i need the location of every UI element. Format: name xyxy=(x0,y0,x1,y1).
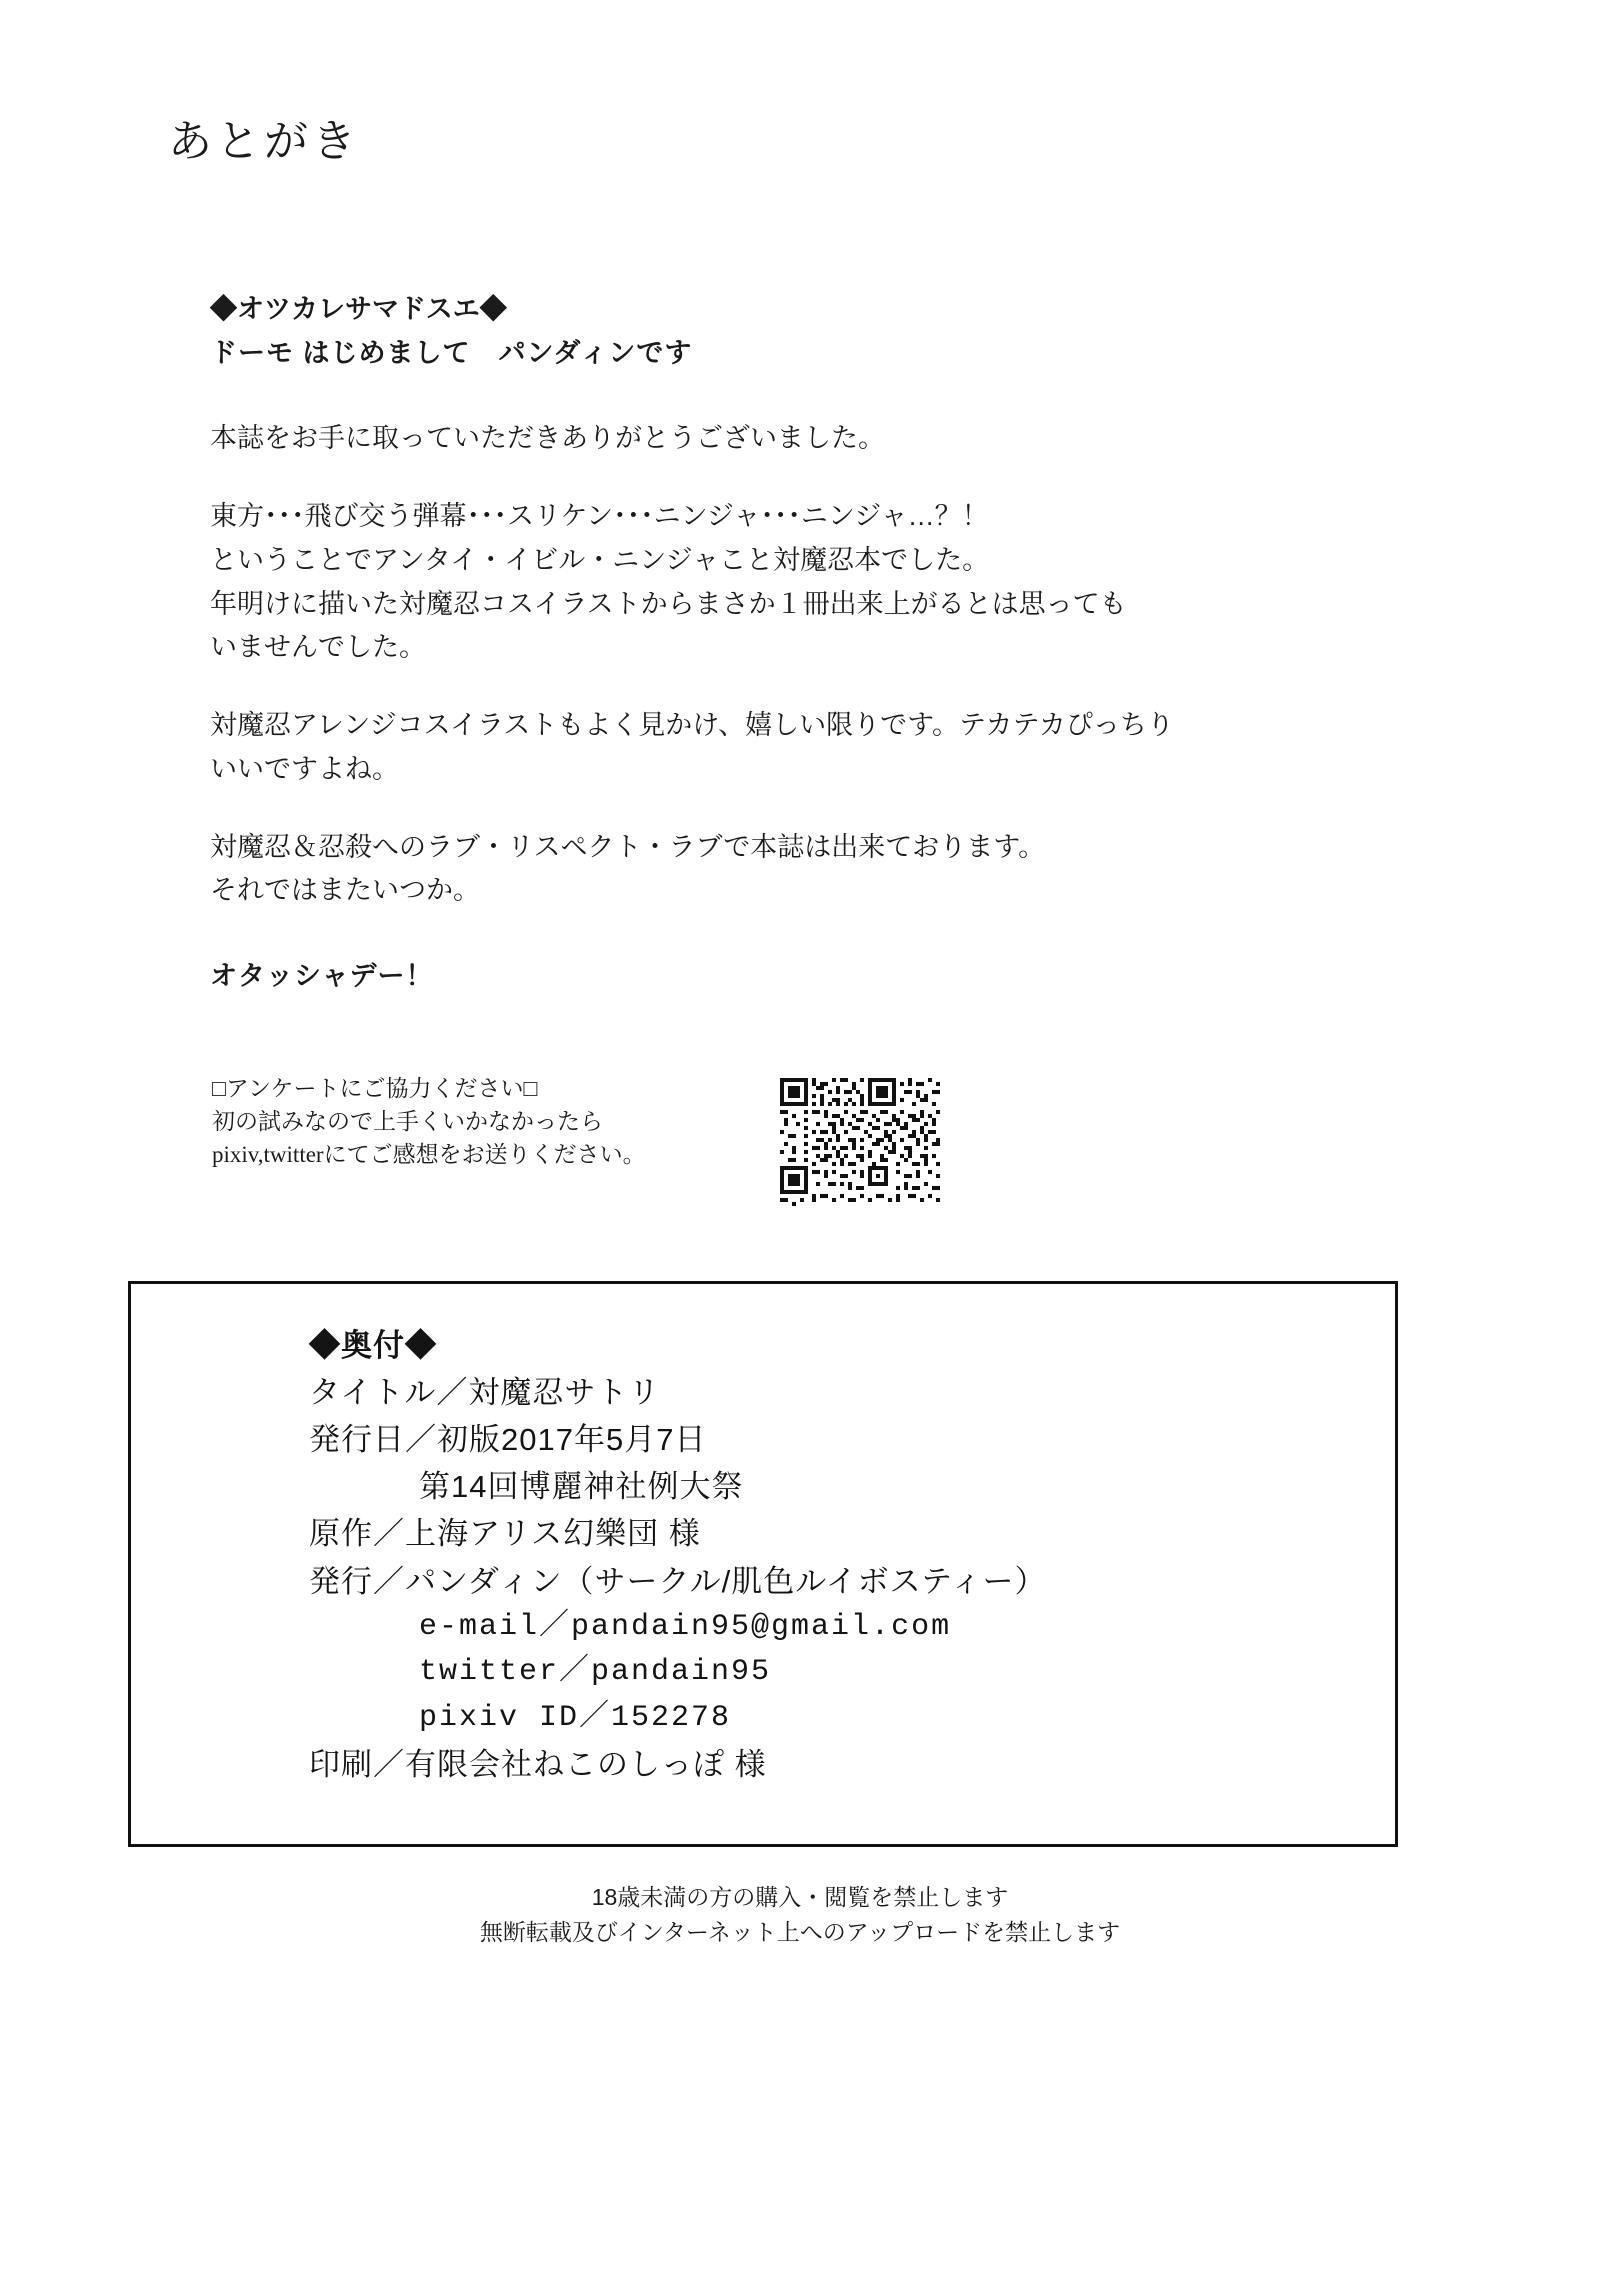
colophon-row-publish-date: 発行日／初版2017年5月7日 xyxy=(309,1422,707,1458)
survey-request xyxy=(212,1072,646,1171)
survey-line-3: pixiv,twitterにてご感想をお送りください。 xyxy=(212,1142,646,1168)
footer-reupload-prohibition: 無断転載及びインターネット上へのアップロードを禁止します xyxy=(479,1918,1121,1945)
afterword-paragraph-line-8: それではまたいつか。 xyxy=(210,875,480,906)
afterword-paragraph-line-2: ということでアンタイ・イビル・ニンジャこと対魔忍本でした。 xyxy=(210,544,990,575)
colophon-row-publisher: 発行／パンダィン（サークル/肌色ルイボスティー） xyxy=(309,1563,1047,1599)
survey-line-2: 初の試みなので上手くいかなかったら xyxy=(212,1109,603,1135)
colophon-header: ◆奥付◆ xyxy=(309,1328,437,1363)
afterword-paragraph-line-5: 対魔忍アレンジコスイラストもよく見かけ、嬉しい限りです。テカテカぴっちり xyxy=(210,710,1174,741)
afterword-paragraph-line-4: いませんでした。 xyxy=(210,632,426,663)
colophon-row-original-work: 原作／上海アリス幻樂団 様 xyxy=(309,1516,701,1552)
survey-line-1: □アンケートにご協力ください□ xyxy=(212,1076,538,1101)
colophon-row-title: タイトル／対魔忍サトリ xyxy=(309,1375,661,1411)
afterword-paragraph-line-7: 対魔忍＆忍殺へのラブ・リスペクト・ラブで本誌は出来ております。 xyxy=(210,831,1046,862)
qr-code-icon xyxy=(780,1078,944,1206)
afterword-greeting: ドーモ はじめまして パンダィンです xyxy=(210,337,693,368)
colophon-row-printer: 印刷／有限会社ねこのしっぽ 様 xyxy=(309,1747,767,1783)
afterword-paragraph-line-3: 年明けに描いた対魔忍コスイラストからまさか１冊出来上がるとは思っても xyxy=(210,588,1127,619)
colophon-row-event: 第14回博麗神社例大祭 xyxy=(419,1469,744,1505)
afterword-closing: オタッシャデー！ xyxy=(210,961,434,992)
colophon-box xyxy=(128,1281,1398,1847)
colophon-row-pixiv-id: pixiv ID／152278 xyxy=(419,1700,732,1735)
colophon-row-email: e-mail／pandain95@gmail.com xyxy=(419,1609,952,1644)
afterword-paragraph-thanks: 本誌をお手に取っていただきありがとうございました。 xyxy=(210,423,885,454)
footer-age-restriction: 18歳未満の方の購入・閲覧を禁止します xyxy=(591,1884,1009,1910)
page-title: あとがき xyxy=(168,117,360,166)
afterword-tagline: ◆オツカレサマドスエ◆ xyxy=(210,294,507,324)
colophon-content xyxy=(309,1322,1047,1789)
footer-warnings xyxy=(0,1880,1600,1949)
afterword-paragraph-line-1: 東方･･･飛び交う弾幕･･･スリケン･･･ニンジャ･･･ニンジャ…？！ xyxy=(210,501,989,532)
afterword-paragraph-line-6: いいですよね。 xyxy=(210,753,399,784)
afterword-body xyxy=(210,288,1410,999)
colophon-row-twitter: twitter／pandain95 xyxy=(419,1655,772,1690)
